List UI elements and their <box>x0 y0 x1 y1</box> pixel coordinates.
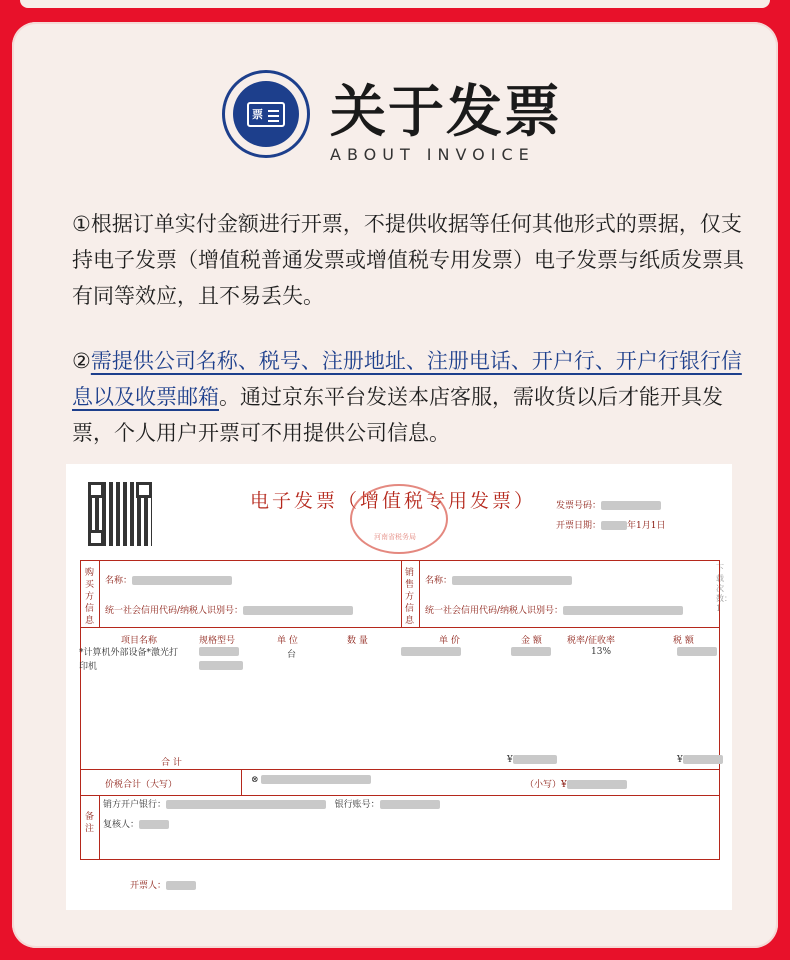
note-paragraph-1: ①根据订单实付金额进行开票，不提供收据等任何其他形式的票据，仅支持电子发票（增值税普通发票或增值税专用发票）电子发票与纸质发票具有同等效应，且不易丢失。 <box>72 212 744 308</box>
page-title: 关于发票 <box>330 80 562 145</box>
buyer-tax-id: 统一社会信用代码/纳税人识别号： <box>105 603 353 616</box>
total-amount: ¥ <box>507 755 557 765</box>
note-2-rest: 。通过京东平台发送本店客服，需收货以后才能开具发票，个人用户开票可不用提供公司信息。 <box>72 385 723 445</box>
item-name-line-1: *计算机外部设备*激光打 <box>79 648 179 658</box>
amount-words-label: 价税合计（大写） <box>105 780 178 790</box>
note-2-prefix: ② <box>72 349 91 373</box>
invoice-sample <box>66 464 732 910</box>
total-label: 合 计 <box>161 758 182 768</box>
item-tax <box>677 647 717 657</box>
top-strip <box>20 0 770 8</box>
invoice-date: 开票日期： 年1月1日 <box>556 521 666 531</box>
tax-seal-icon <box>350 484 448 554</box>
reviewer: 复核人： <box>103 817 169 830</box>
col-item: 项目名称 <box>121 636 158 646</box>
item-tax-rate: 13% <box>591 647 612 657</box>
page-subtitle: ABOUT INVOICE <box>330 145 535 164</box>
seller-name: 名称： <box>425 573 572 586</box>
item-amount <box>511 647 551 657</box>
item-spec-2 <box>199 661 243 671</box>
download-count: 下载次数：1 <box>716 564 732 613</box>
issuer: 开票人： <box>130 878 196 891</box>
qr-code-icon <box>88 482 152 546</box>
note-2-highlight: 需提供公司名称、税号、注册地址、注册电话、开户行、开户行银行信息以及收票邮箱 <box>72 349 742 409</box>
invoice-table <box>80 560 720 860</box>
item-spec <box>199 647 239 657</box>
col-tax-rate: 税率/征收率 <box>567 636 616 646</box>
logo-glyph: 票 <box>252 108 263 121</box>
col-tax: 税 额 <box>673 636 694 646</box>
item-name-line-2: 印机 <box>79 662 98 672</box>
item-unit: 台 <box>287 650 297 660</box>
item-price <box>401 647 461 657</box>
invoice-ticket-icon <box>222 70 310 158</box>
invoice-title: 电子发票（增值税专用发票） <box>250 490 537 512</box>
invoice-number: 发票号码： <box>556 498 661 511</box>
total-tax: ¥ <box>677 755 723 765</box>
bank-info: 销方开户银行： 银行账号： <box>103 797 440 810</box>
amount-small: （小写）¥ <box>525 777 627 790</box>
col-unit: 单 位 <box>277 636 298 646</box>
col-spec: 规格型号 <box>199 636 236 646</box>
amount-words: ⊗ <box>251 775 371 785</box>
col-price: 单 价 <box>439 636 460 646</box>
note-paragraph-2 <box>72 343 752 451</box>
remarks-side-label: 备注 <box>85 812 95 834</box>
seal-text: 河南省税务局 <box>374 533 416 541</box>
col-qty: 数 量 <box>347 636 368 646</box>
seller-tax-id: 统一社会信用代码/纳税人识别号： <box>425 603 683 616</box>
buyer-side-label: 购买方信息 <box>85 568 95 626</box>
col-amount: 金 额 <box>521 636 542 646</box>
seller-side-label: 销售方信息 <box>405 568 415 626</box>
buyer-name: 名称： <box>105 573 232 586</box>
